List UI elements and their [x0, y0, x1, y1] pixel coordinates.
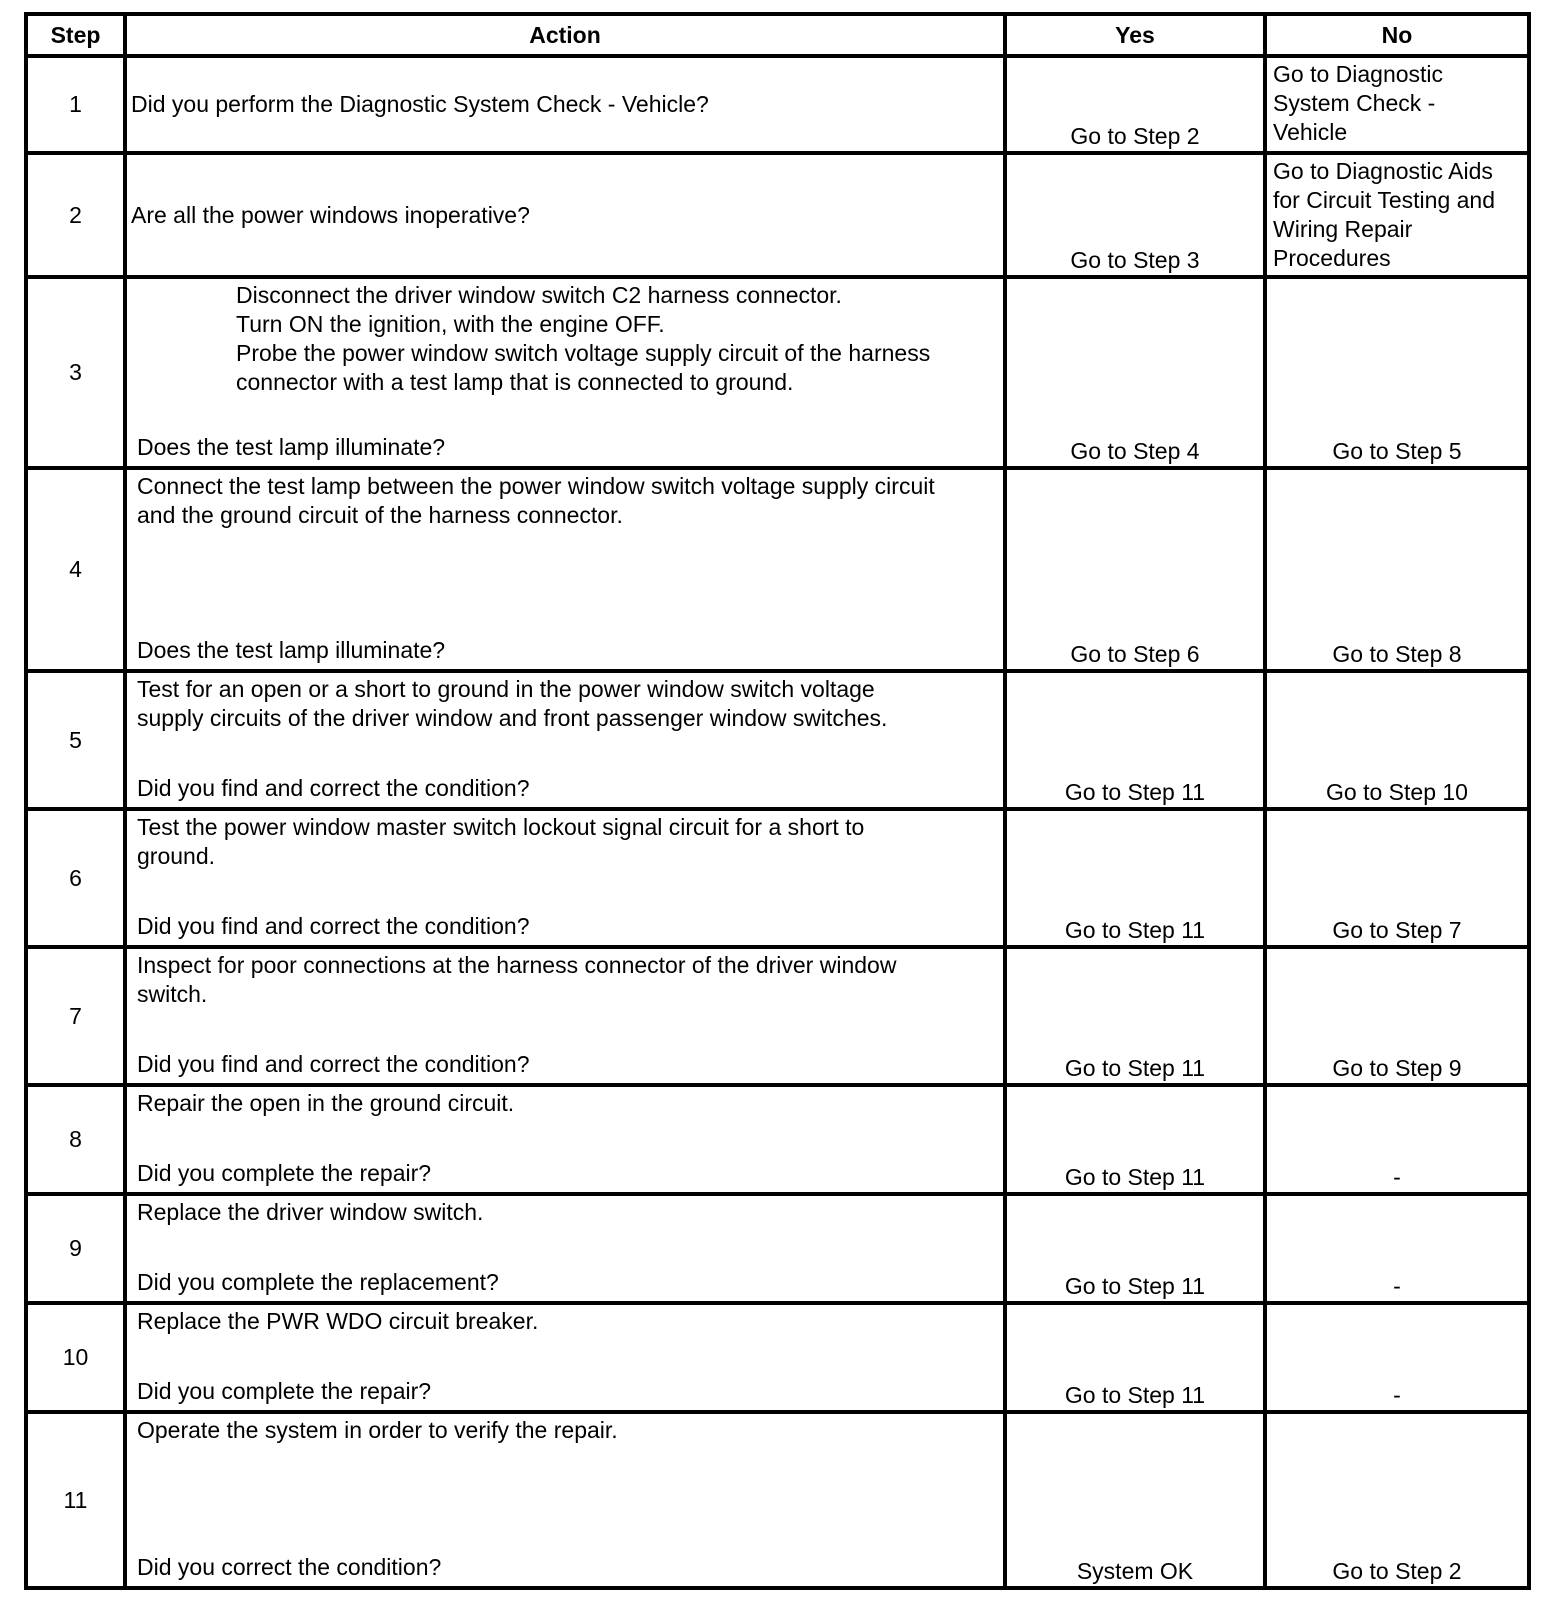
action-cell — [125, 1303, 1005, 1412]
table-row — [26, 1303, 1529, 1412]
action-cell — [125, 56, 1005, 153]
yes-cell: Go to Step 6 — [1005, 468, 1265, 671]
no-cell: Go to Step 2 — [1265, 1412, 1529, 1588]
table-row — [26, 56, 1529, 153]
action-line: Operate the system in order to verify the repair. — [137, 1417, 618, 1443]
action-question: Did you complete the replacement? — [137, 1269, 499, 1295]
yes-cell: Go to Step 4 — [1005, 277, 1265, 468]
header-yes: Yes — [1005, 14, 1265, 56]
action-question: Did you find and correct the condition? — [137, 913, 530, 939]
yes-cell: Go to Step 11 — [1005, 809, 1265, 947]
step-number: 10 — [26, 1303, 125, 1412]
no-line: Go to Diagnostic — [1273, 61, 1444, 87]
yes-cell: Go to Step 11 — [1005, 1303, 1265, 1412]
action-text — [133, 1196, 997, 1227]
action-line: ground. — [137, 843, 216, 869]
action-text — [133, 279, 997, 397]
action-line: Test the power window master switch lockout signal circuit for a short to — [137, 814, 865, 840]
yes-cell: Go to Step 11 — [1005, 671, 1265, 809]
action-question: Did you find and correct the condition? — [137, 1051, 530, 1077]
action-line: Disconnect the driver window switch C2 harness connector. — [236, 282, 842, 308]
no-cell: - — [1265, 1303, 1529, 1412]
no-line: Vehicle — [1273, 119, 1348, 145]
table-row — [26, 947, 1529, 1085]
action-text — [133, 1414, 997, 1445]
action-line: Connect the test lamp between the power window switch voltage supply circuit — [137, 473, 935, 499]
action-cell — [125, 277, 1005, 468]
action-line: supply circuits of the driver window and front passenger window switches. — [137, 705, 888, 731]
no-cell: Go to Step 10 — [1265, 671, 1529, 809]
action-cell — [125, 1085, 1005, 1194]
action-cell — [125, 671, 1005, 809]
action-line: and the ground circuit of the harness connector. — [137, 502, 623, 528]
step-number: 1 — [26, 56, 125, 153]
action-text — [133, 949, 997, 1009]
no-line: System Check - — [1273, 90, 1436, 116]
yes-cell: Go to Step 3 — [1005, 153, 1265, 277]
action-cell — [125, 1412, 1005, 1588]
yes-cell: Go to Step 11 — [1005, 947, 1265, 1085]
action-text — [133, 811, 997, 871]
step-number: 3 — [26, 277, 125, 468]
no-line: Wiring Repair — [1273, 216, 1413, 242]
table-row — [26, 1194, 1529, 1303]
action-text — [133, 470, 997, 530]
action-text — [133, 673, 997, 733]
no-line: Procedures — [1273, 245, 1391, 271]
header-step: Step — [26, 14, 125, 56]
action-text — [133, 1087, 997, 1118]
header-row — [26, 14, 1529, 56]
step-number: 2 — [26, 153, 125, 277]
no-cell — [1265, 153, 1529, 277]
yes-cell: Go to Step 11 — [1005, 1085, 1265, 1194]
action-line: Inspect for poor connections at the harness connector of the driver window — [137, 952, 897, 978]
no-cell: Go to Step 7 — [1265, 809, 1529, 947]
header-no: No — [1265, 14, 1529, 56]
table-row — [26, 809, 1529, 947]
table-row — [26, 277, 1529, 468]
no-cell: Go to Step 9 — [1265, 947, 1529, 1085]
action-text — [133, 1305, 997, 1336]
step-number: 11 — [26, 1412, 125, 1588]
action-line: switch. — [137, 981, 208, 1007]
no-cell: - — [1265, 1194, 1529, 1303]
action-question: Did you complete the repair? — [137, 1378, 432, 1404]
diagnostic-table — [24, 12, 1531, 1590]
action-cell — [125, 468, 1005, 671]
no-cell: Go to Step 5 — [1265, 277, 1529, 468]
step-number: 5 — [26, 671, 125, 809]
no-cell: Go to Step 8 — [1265, 468, 1529, 671]
action-question: Does the test lamp illuminate? — [137, 637, 446, 663]
action-line: connector with a test lamp that is connected to ground. — [236, 369, 794, 395]
yes-cell: Go to Step 11 — [1005, 1194, 1265, 1303]
yes-cell: System OK — [1005, 1412, 1265, 1588]
action-question: Did you correct the condition? — [137, 1554, 442, 1580]
table-row — [26, 153, 1529, 277]
step-number: 9 — [26, 1194, 125, 1303]
action-line: Probe the power window switch voltage supply circuit of the harness — [236, 340, 931, 366]
table-row — [26, 468, 1529, 671]
action-line: Replace the PWR WDO circuit breaker. — [137, 1308, 539, 1334]
yes-cell: Go to Step 2 — [1005, 56, 1265, 153]
step-number: 7 — [26, 947, 125, 1085]
step-number: 4 — [26, 468, 125, 671]
action-question: Are all the power windows inoperative? — [131, 201, 530, 228]
action-cell — [125, 153, 1005, 277]
action-question: Does the test lamp illuminate? — [137, 434, 446, 460]
action-line: Replace the driver window switch. — [137, 1199, 484, 1225]
action-line: Test for an open or a short to ground in the power window switch voltage — [137, 676, 875, 702]
step-number: 8 — [26, 1085, 125, 1194]
action-question: Did you complete the repair? — [137, 1160, 432, 1186]
no-line: Go to Diagnostic Aids — [1273, 158, 1493, 184]
no-cell: - — [1265, 1085, 1529, 1194]
action-question: Did you perform the Diagnostic System Check - Vehicle? — [131, 91, 709, 117]
action-line: Repair the open in the ground circuit. — [137, 1090, 515, 1116]
action-line: Turn ON the ignition, with the engine OFF. — [236, 311, 665, 337]
no-line: for Circuit Testing and — [1273, 187, 1496, 213]
step-number: 6 — [26, 809, 125, 947]
table-row — [26, 1412, 1529, 1588]
table-row — [26, 1085, 1529, 1194]
action-cell — [125, 947, 1005, 1085]
header-action: Action — [125, 14, 1005, 56]
action-question: Did you find and correct the condition? — [137, 775, 530, 801]
action-cell — [125, 809, 1005, 947]
no-cell — [1265, 56, 1529, 153]
action-cell — [125, 1194, 1005, 1303]
table-row — [26, 671, 1529, 809]
